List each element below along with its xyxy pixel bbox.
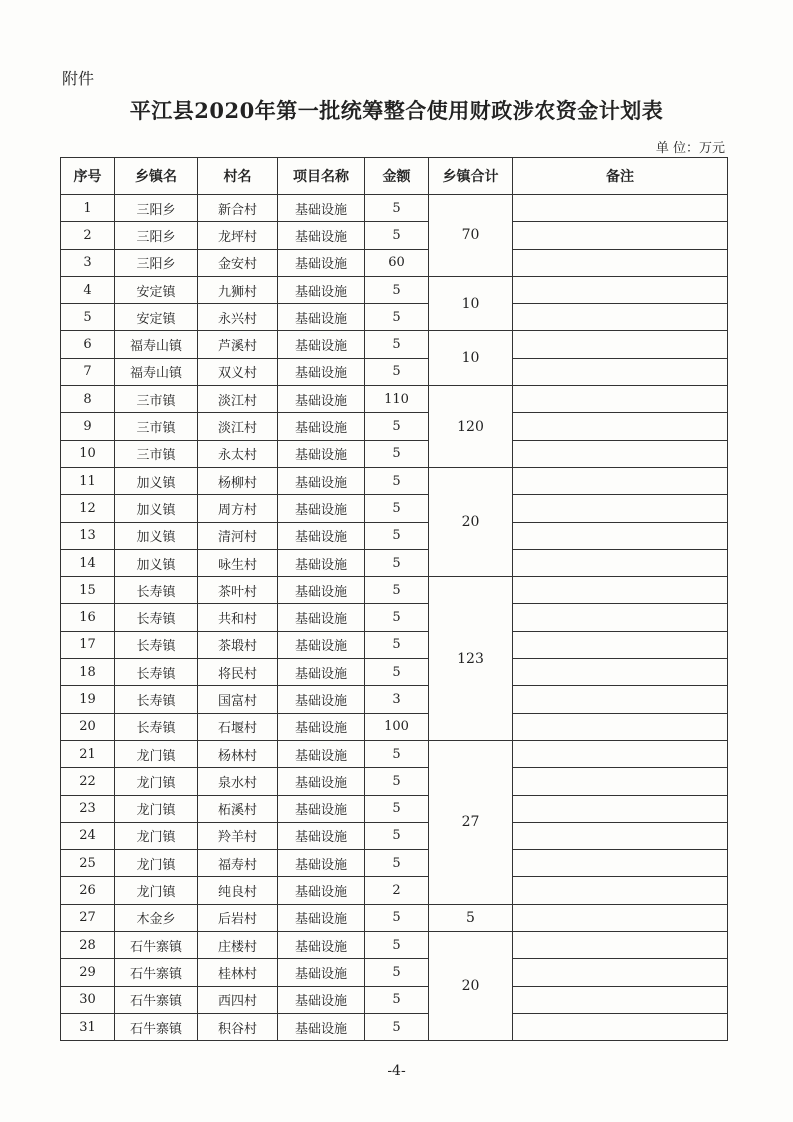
cell-project: 基础设施 — [278, 795, 365, 822]
cell-project: 基础设施 — [278, 877, 365, 904]
cell-village: 金安村 — [198, 249, 278, 276]
cell-remark — [513, 959, 728, 986]
cell-village: 将民村 — [198, 659, 278, 686]
cell-village: 柘溪村 — [198, 795, 278, 822]
cell-project: 基础设施 — [278, 604, 365, 631]
cell-remark — [513, 659, 728, 686]
table-row — [61, 850, 728, 877]
cell-remark — [513, 249, 728, 276]
cell-no: 2 — [61, 222, 115, 249]
cell-remark — [513, 877, 728, 904]
cell-town-total: 120 — [429, 386, 513, 468]
cell-no: 15 — [61, 577, 115, 604]
cell-village: 杨柳村 — [198, 467, 278, 494]
cell-no: 24 — [61, 822, 115, 849]
table-row — [61, 276, 728, 303]
cell-town: 龙门镇 — [115, 877, 198, 904]
cell-no: 25 — [61, 850, 115, 877]
cell-no: 5 — [61, 304, 115, 331]
table-row — [61, 904, 728, 931]
table-row — [61, 986, 728, 1013]
cell-project: 基础设施 — [278, 413, 365, 440]
cell-project: 基础设施 — [278, 195, 365, 222]
cell-village: 永兴村 — [198, 304, 278, 331]
column-header: 乡镇合计 — [429, 158, 513, 195]
unit-label: 单 位：万元 — [655, 141, 725, 156]
cell-no: 18 — [61, 659, 115, 686]
cell-town: 三市镇 — [115, 413, 198, 440]
cell-village: 桂林村 — [198, 959, 278, 986]
table-row — [61, 604, 728, 631]
cell-amount: 5 — [365, 604, 429, 631]
cell-remark — [513, 604, 728, 631]
cell-remark — [513, 304, 728, 331]
cell-town: 长寿镇 — [115, 631, 198, 658]
table-row — [61, 740, 728, 767]
table-row — [61, 331, 728, 358]
cell-town: 龙门镇 — [115, 740, 198, 767]
table-row — [61, 467, 728, 494]
cell-no: 6 — [61, 331, 115, 358]
cell-remark — [513, 713, 728, 740]
table-row — [61, 768, 728, 795]
cell-village: 芦溪村 — [198, 331, 278, 358]
cell-no: 28 — [61, 932, 115, 959]
cell-village: 周方村 — [198, 495, 278, 522]
cell-no: 10 — [61, 440, 115, 467]
cell-project: 基础设施 — [278, 932, 365, 959]
table-row — [61, 932, 728, 959]
cell-no: 27 — [61, 904, 115, 931]
table-header-row — [61, 158, 728, 195]
funding-plan-table — [60, 157, 728, 1041]
cell-remark — [513, 358, 728, 385]
cell-remark — [513, 549, 728, 576]
cell-town: 福寿山镇 — [115, 358, 198, 385]
cell-town: 龙门镇 — [115, 822, 198, 849]
cell-no: 16 — [61, 604, 115, 631]
cell-remark — [513, 631, 728, 658]
cell-no: 11 — [61, 467, 115, 494]
cell-no: 7 — [61, 358, 115, 385]
cell-town: 石牛寨镇 — [115, 932, 198, 959]
cell-no: 13 — [61, 522, 115, 549]
cell-village: 纯良村 — [198, 877, 278, 904]
cell-project: 基础设施 — [278, 959, 365, 986]
cell-village: 龙坪村 — [198, 222, 278, 249]
cell-remark — [513, 577, 728, 604]
cell-town: 三市镇 — [115, 386, 198, 413]
table-row — [61, 413, 728, 440]
cell-remark — [513, 740, 728, 767]
cell-remark — [513, 195, 728, 222]
table-row — [61, 222, 728, 249]
table-row — [61, 822, 728, 849]
cell-town: 龙门镇 — [115, 795, 198, 822]
cell-amount: 5 — [365, 549, 429, 576]
table-row — [61, 631, 728, 658]
cell-town: 石牛寨镇 — [115, 986, 198, 1013]
cell-no: 3 — [61, 249, 115, 276]
cell-project: 基础设施 — [278, 304, 365, 331]
column-header: 村名 — [198, 158, 278, 195]
cell-village: 后岩村 — [198, 904, 278, 931]
table-row — [61, 386, 728, 413]
cell-remark — [513, 222, 728, 249]
cell-project: 基础设施 — [278, 577, 365, 604]
cell-remark — [513, 822, 728, 849]
cell-village: 福寿村 — [198, 850, 278, 877]
cell-village: 新合村 — [198, 195, 278, 222]
cell-amount: 5 — [365, 304, 429, 331]
cell-project: 基础设施 — [278, 986, 365, 1013]
cell-project: 基础设施 — [278, 249, 365, 276]
cell-town: 长寿镇 — [115, 686, 198, 713]
cell-remark — [513, 686, 728, 713]
table-row — [61, 549, 728, 576]
cell-no: 23 — [61, 795, 115, 822]
cell-no: 30 — [61, 986, 115, 1013]
table-row — [61, 1013, 728, 1040]
cell-remark — [513, 467, 728, 494]
attachment-label: 附件 — [62, 69, 95, 88]
cell-town-total: 20 — [429, 932, 513, 1041]
cell-village: 共和村 — [198, 604, 278, 631]
cell-amount: 5 — [365, 222, 429, 249]
cell-village: 茶叶村 — [198, 577, 278, 604]
table-row — [61, 522, 728, 549]
cell-remark — [513, 932, 728, 959]
cell-town-total: 123 — [429, 577, 513, 741]
cell-town-total: 5 — [429, 904, 513, 931]
cell-village: 茶塅村 — [198, 631, 278, 658]
cell-no: 17 — [61, 631, 115, 658]
cell-village: 双义村 — [198, 358, 278, 385]
column-header: 项目名称 — [278, 158, 365, 195]
cell-no: 12 — [61, 495, 115, 522]
cell-no: 31 — [61, 1013, 115, 1040]
cell-village: 西四村 — [198, 986, 278, 1013]
cell-town: 三市镇 — [115, 440, 198, 467]
table-row — [61, 659, 728, 686]
cell-amount: 5 — [365, 495, 429, 522]
table-row — [61, 249, 728, 276]
cell-remark — [513, 495, 728, 522]
cell-town: 加义镇 — [115, 522, 198, 549]
cell-amount: 3 — [365, 686, 429, 713]
cell-village: 杨林村 — [198, 740, 278, 767]
cell-amount: 5 — [365, 331, 429, 358]
cell-amount: 5 — [365, 932, 429, 959]
table-row — [61, 440, 728, 467]
cell-amount: 5 — [365, 959, 429, 986]
cell-no: 9 — [61, 413, 115, 440]
cell-amount: 5 — [365, 195, 429, 222]
cell-town-total: 20 — [429, 467, 513, 576]
cell-project: 基础设施 — [278, 740, 365, 767]
cell-village: 清河村 — [198, 522, 278, 549]
cell-no: 20 — [61, 713, 115, 740]
cell-town: 石牛寨镇 — [115, 959, 198, 986]
cell-no: 4 — [61, 276, 115, 303]
cell-project: 基础设施 — [278, 713, 365, 740]
table-row — [61, 686, 728, 713]
cell-project: 基础设施 — [278, 768, 365, 795]
cell-village: 庄楼村 — [198, 932, 278, 959]
table-row — [61, 304, 728, 331]
cell-remark — [513, 331, 728, 358]
cell-project: 基础设施 — [278, 495, 365, 522]
cell-town: 长寿镇 — [115, 659, 198, 686]
cell-remark — [513, 768, 728, 795]
cell-project: 基础设施 — [278, 440, 365, 467]
cell-village: 永太村 — [198, 440, 278, 467]
cell-project: 基础设施 — [278, 276, 365, 303]
cell-amount: 5 — [365, 1013, 429, 1040]
cell-village: 淡江村 — [198, 413, 278, 440]
cell-town: 安定镇 — [115, 304, 198, 331]
cell-remark — [513, 850, 728, 877]
cell-no: 1 — [61, 195, 115, 222]
cell-town: 三阳乡 — [115, 249, 198, 276]
cell-project: 基础设施 — [278, 549, 365, 576]
cell-town: 加义镇 — [115, 549, 198, 576]
cell-remark — [513, 795, 728, 822]
cell-amount: 5 — [365, 577, 429, 604]
cell-project: 基础设施 — [278, 386, 365, 413]
cell-remark — [513, 386, 728, 413]
cell-town-total: 70 — [429, 195, 513, 277]
column-header: 序号 — [61, 158, 115, 195]
cell-amount: 5 — [365, 631, 429, 658]
cell-project: 基础设施 — [278, 1013, 365, 1040]
column-header: 乡镇名 — [115, 158, 198, 195]
table-row — [61, 495, 728, 522]
cell-project: 基础设施 — [278, 522, 365, 549]
cell-remark — [513, 904, 728, 931]
cell-amount: 5 — [365, 904, 429, 931]
cell-remark — [513, 413, 728, 440]
cell-project: 基础设施 — [278, 659, 365, 686]
cell-project: 基础设施 — [278, 904, 365, 931]
cell-village: 羚羊村 — [198, 822, 278, 849]
cell-remark — [513, 1013, 728, 1040]
cell-town: 安定镇 — [115, 276, 198, 303]
table-row — [61, 713, 728, 740]
table-row — [61, 877, 728, 904]
cell-amount: 5 — [365, 413, 429, 440]
table-row — [61, 795, 728, 822]
cell-amount: 60 — [365, 249, 429, 276]
cell-amount: 5 — [365, 358, 429, 385]
cell-project: 基础设施 — [278, 467, 365, 494]
cell-remark — [513, 276, 728, 303]
cell-no: 26 — [61, 877, 115, 904]
column-header: 金额 — [365, 158, 429, 195]
table-body — [61, 195, 728, 1041]
cell-project: 基础设施 — [278, 222, 365, 249]
cell-amount: 5 — [365, 440, 429, 467]
cell-town: 石牛寨镇 — [115, 1013, 198, 1040]
table-row — [61, 358, 728, 385]
cell-amount: 100 — [365, 713, 429, 740]
cell-town: 龙门镇 — [115, 850, 198, 877]
cell-no: 19 — [61, 686, 115, 713]
cell-amount: 5 — [365, 740, 429, 767]
cell-amount: 5 — [365, 986, 429, 1013]
table-row — [61, 959, 728, 986]
cell-village: 积谷村 — [198, 1013, 278, 1040]
cell-amount: 5 — [365, 467, 429, 494]
cell-amount: 110 — [365, 386, 429, 413]
cell-town: 长寿镇 — [115, 604, 198, 631]
cell-village: 石堰村 — [198, 713, 278, 740]
cell-town: 长寿镇 — [115, 713, 198, 740]
cell-no: 22 — [61, 768, 115, 795]
cell-remark — [513, 522, 728, 549]
cell-no: 21 — [61, 740, 115, 767]
cell-project: 基础设施 — [278, 331, 365, 358]
cell-village: 泉水村 — [198, 768, 278, 795]
cell-no: 8 — [61, 386, 115, 413]
cell-village: 咏生村 — [198, 549, 278, 576]
cell-village: 九狮村 — [198, 276, 278, 303]
cell-town: 福寿山镇 — [115, 331, 198, 358]
cell-no: 29 — [61, 959, 115, 986]
cell-amount: 5 — [365, 276, 429, 303]
cell-amount: 5 — [365, 659, 429, 686]
cell-village: 国富村 — [198, 686, 278, 713]
cell-project: 基础设施 — [278, 631, 365, 658]
page-title: 平江县2020年第一批统筹整合使用财政涉农资金计划表 — [129, 98, 664, 123]
cell-project: 基础设施 — [278, 686, 365, 713]
cell-town: 加义镇 — [115, 495, 198, 522]
cell-amount: 5 — [365, 768, 429, 795]
table-row — [61, 195, 728, 222]
cell-town: 长寿镇 — [115, 577, 198, 604]
page-number: -4- — [387, 1063, 406, 1079]
cell-project: 基础设施 — [278, 822, 365, 849]
column-header: 备注 — [513, 158, 728, 195]
cell-town: 龙门镇 — [115, 768, 198, 795]
cell-town: 三阳乡 — [115, 195, 198, 222]
cell-town: 木金乡 — [115, 904, 198, 931]
table-row — [61, 577, 728, 604]
cell-amount: 2 — [365, 877, 429, 904]
cell-amount: 5 — [365, 822, 429, 849]
cell-amount: 5 — [365, 522, 429, 549]
cell-no: 14 — [61, 549, 115, 576]
cell-town-total: 27 — [429, 740, 513, 904]
cell-remark — [513, 986, 728, 1013]
cell-project: 基础设施 — [278, 358, 365, 385]
cell-village: 淡江村 — [198, 386, 278, 413]
cell-town: 三阳乡 — [115, 222, 198, 249]
cell-town-total: 10 — [429, 331, 513, 386]
cell-amount: 5 — [365, 850, 429, 877]
cell-remark — [513, 440, 728, 467]
cell-town-total: 10 — [429, 276, 513, 331]
cell-amount: 5 — [365, 795, 429, 822]
cell-project: 基础设施 — [278, 850, 365, 877]
cell-town: 加义镇 — [115, 467, 198, 494]
